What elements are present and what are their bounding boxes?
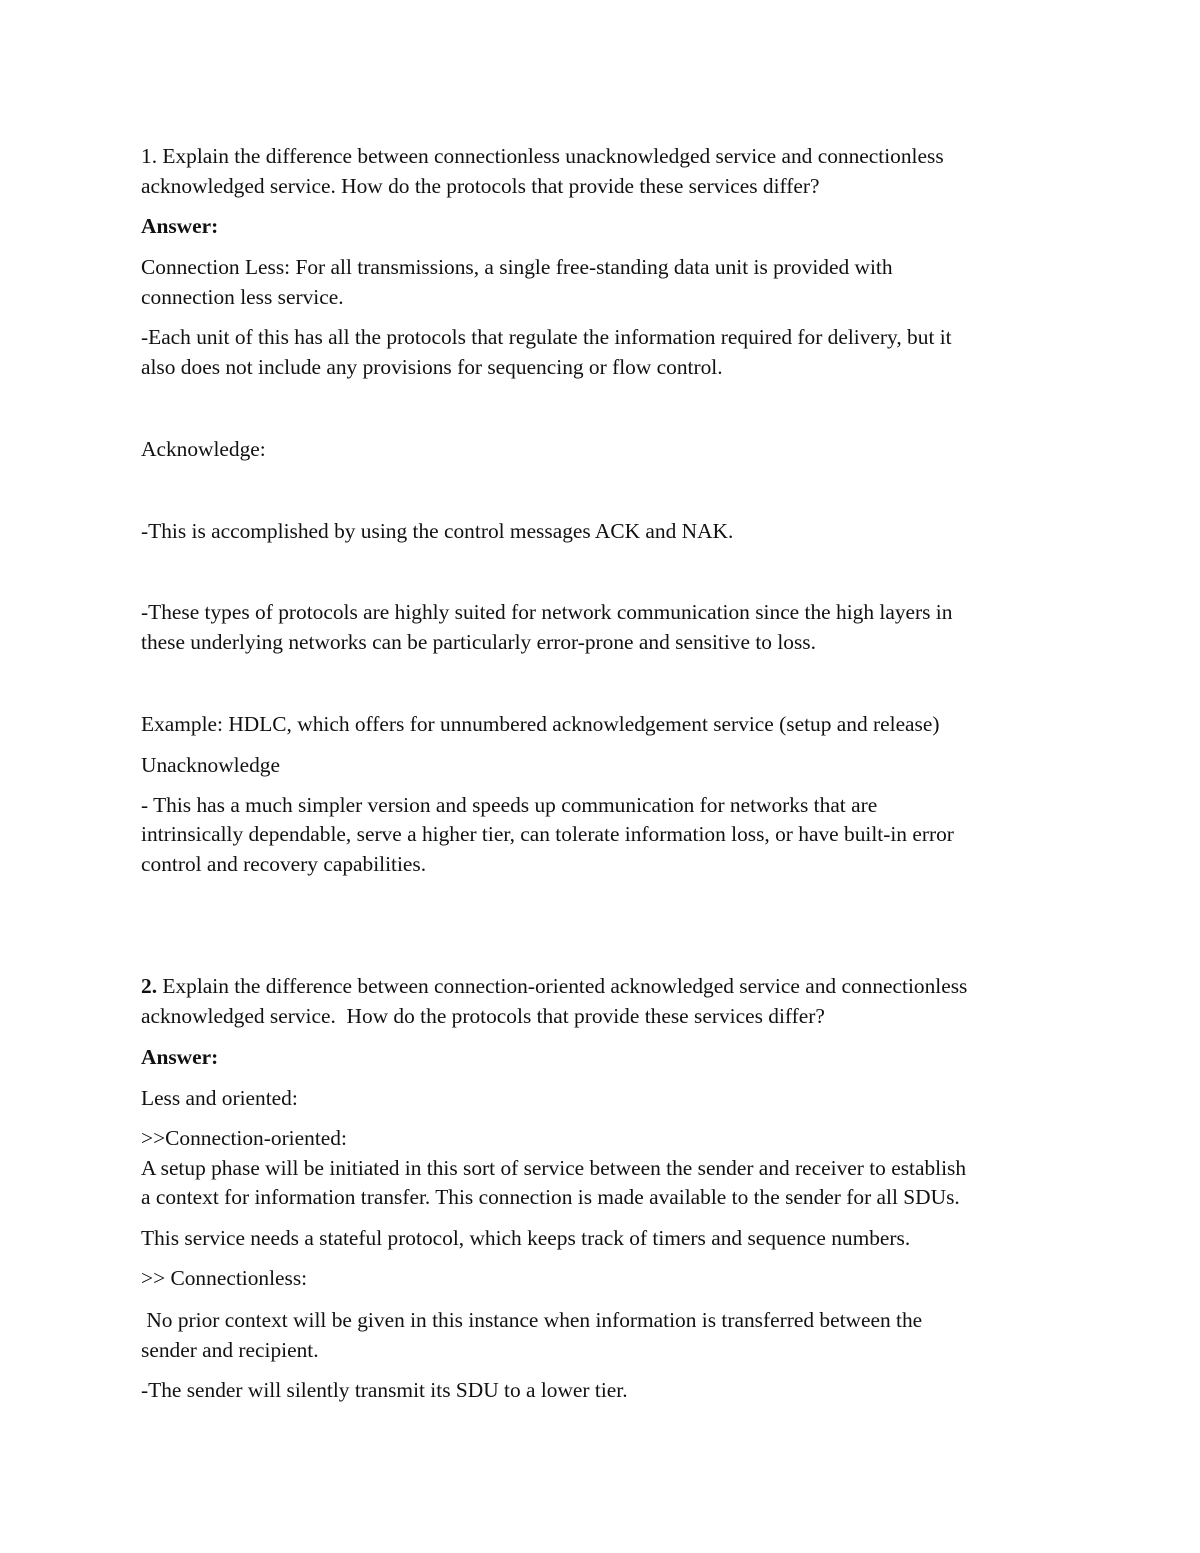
q1-acknowledge-heading: Acknowledge: xyxy=(141,437,266,461)
q2-connection-oriented-line-2: a context for information transfer. This connection is made available to the sender for all SDUs. xyxy=(141,1185,960,1209)
q2-connectionless-paragraph-2: -The sender will silently transmit its SDU to a lower tier. xyxy=(141,1378,628,1402)
q1-paragraph-2-line-1: -Each unit of this has all the protocols that regulate the information required for delivery, but it xyxy=(141,325,952,349)
q2-connection-oriented-heading: >>Connection-oriented: xyxy=(141,1126,347,1150)
q2-stateful-protocol: This service needs a stateful protocol, which keeps track of timers and sequence numbers. xyxy=(141,1226,911,1250)
q1-paragraph-4-line-1: -These types of protocols are highly suited for network communication since the high layers in xyxy=(141,600,953,624)
q2-answer-label: Answer: xyxy=(141,1045,219,1069)
q2-question-line-2: acknowledged service. How do the protocols that provide these services differ? xyxy=(141,1004,825,1028)
q1-unacknowledge-heading: Unacknowledge xyxy=(141,753,280,777)
q1-example: Example: HDLC, which offers for unnumbered acknowledgement service (setup and release) xyxy=(141,712,940,736)
q1-paragraph-5-line-2: intrinsically dependable, serve a higher tier, can tolerate information loss, or have built-in error xyxy=(141,822,954,846)
q2-connectionless-line-2: sender and recipient. xyxy=(141,1338,319,1362)
q1-question-line-1: 1. Explain the difference between connectionless unacknowledged service and connectionless xyxy=(141,144,944,168)
q2-connection-oriented-line-1: A setup phase will be initiated in this sort of service between the sender and receiver to establish xyxy=(141,1156,967,1180)
q2-connectionless-line-1: No prior context will be given in this instance when information is transferred between the xyxy=(141,1308,923,1332)
q2-connectionless-heading: >> Connectionless: xyxy=(141,1266,308,1290)
q1-paragraph-5-line-1: - This has a much simpler version and speeds up communication for networks that are xyxy=(141,793,878,817)
q2-question-text: Explain the difference between connection-oriented acknowledged service and connectionless xyxy=(157,974,968,998)
q2-question-line-1 xyxy=(141,971,967,1001)
q1-paragraph-1-line-2: connection less service. xyxy=(141,285,344,309)
q2-less-and-oriented: Less and oriented: xyxy=(141,1086,298,1110)
q1-paragraph-2-line-2: also does not include any provisions for sequencing or flow control. xyxy=(141,355,723,379)
q1-answer-label: Answer: xyxy=(141,214,219,238)
q1-paragraph-5-line-3: control and recovery capabilities. xyxy=(141,852,427,876)
q1-paragraph-4-line-2: these underlying networks can be particularly error-prone and sensitive to loss. xyxy=(141,630,816,654)
q2-number: 2. xyxy=(141,974,158,998)
q1-paragraph-3: -This is accomplished by using the control messages ACK and NAK. xyxy=(141,519,734,543)
q1-question-line-2: acknowledged service. How do the protocols that provide these services differ? xyxy=(141,174,820,198)
q1-paragraph-1-line-1: Connection Less: For all transmissions, a single free-standing data unit is provided with xyxy=(141,255,893,279)
